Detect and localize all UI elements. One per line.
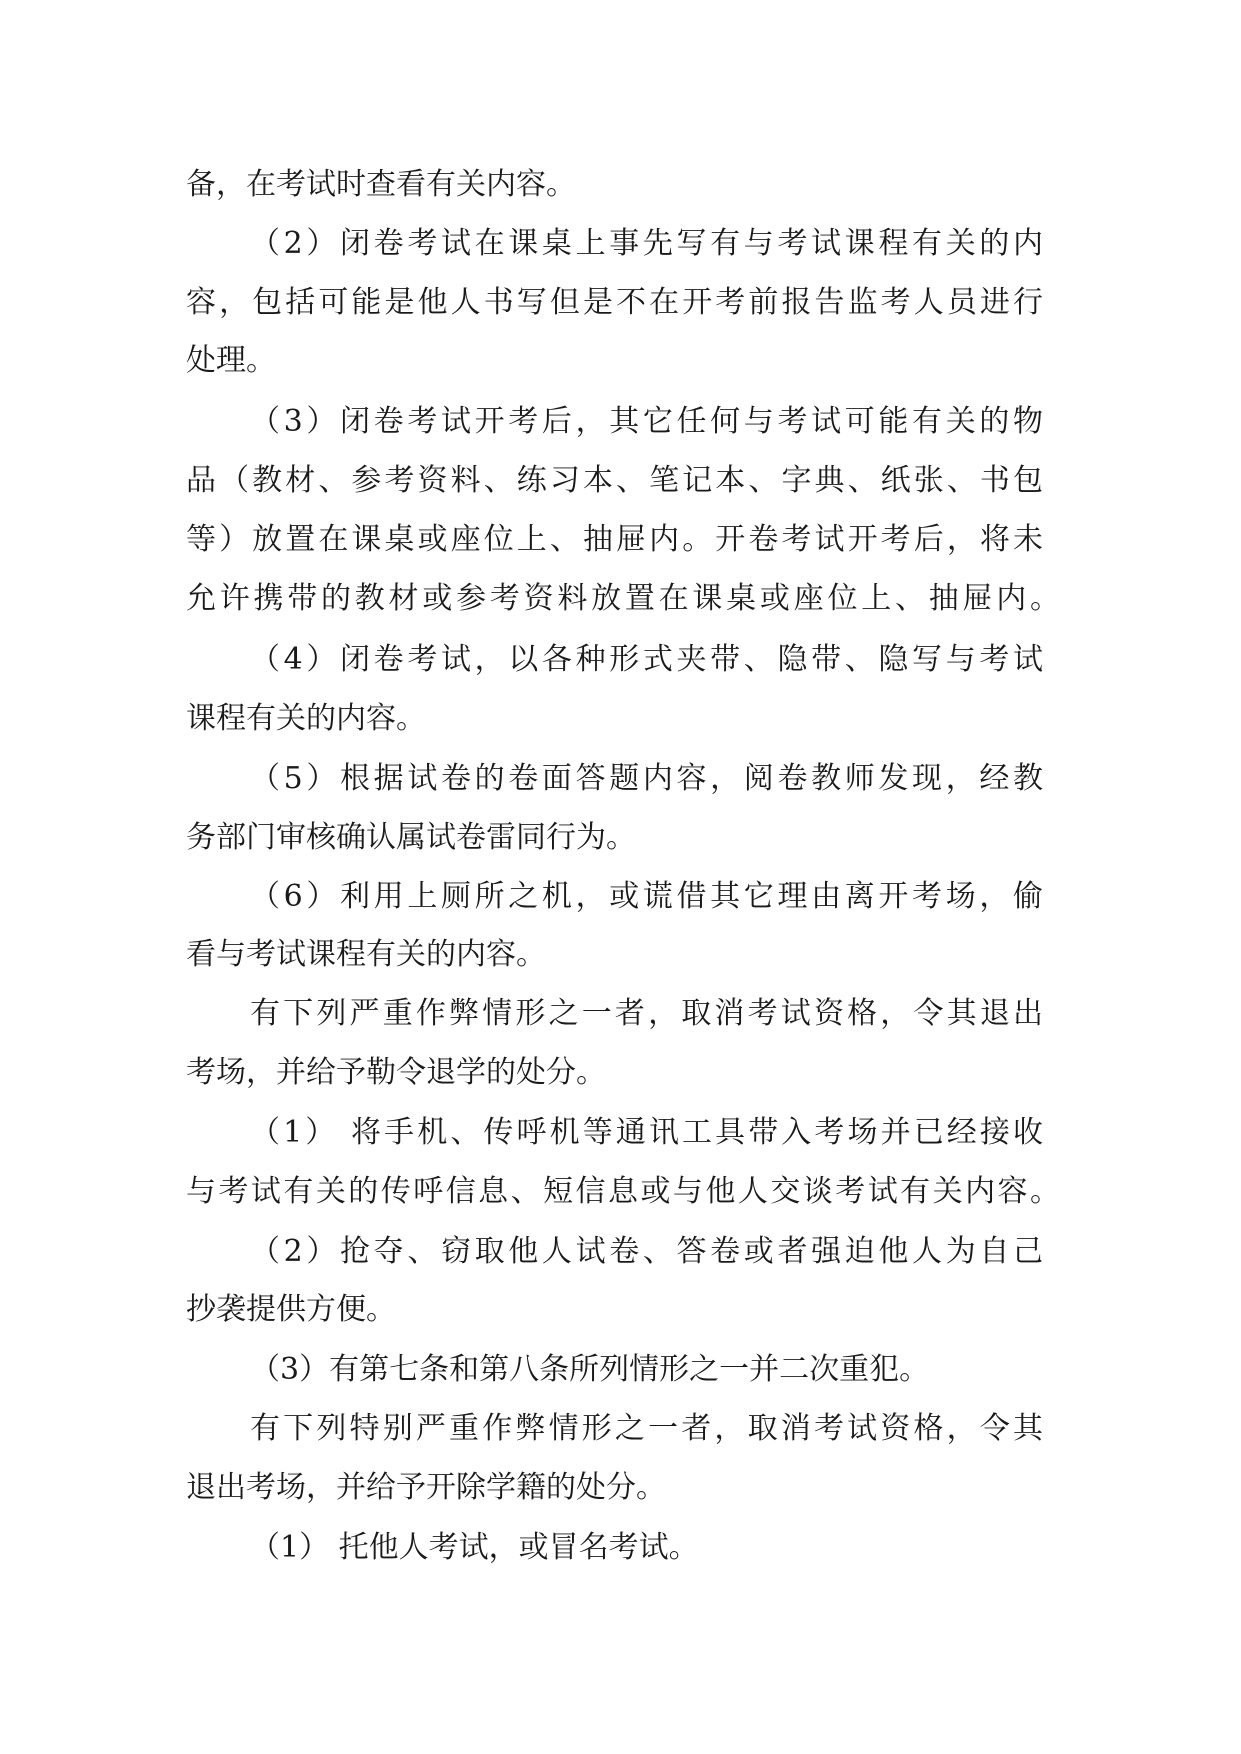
- text-line: 处理。: [186, 343, 276, 378]
- text-line: 课程有关的内容。: [186, 701, 426, 736]
- text-line: 看与考试课程有关的内容。: [186, 937, 546, 972]
- text-line: （6）利用上厕所之机，或谎借其它理由离开考场，偷: [250, 879, 1043, 914]
- text-line: 务部门审核确认属试卷雷同行为。: [186, 820, 636, 855]
- text-line: 允许携带的教材或参考资料放置在课桌或座位上、抽屉内。: [186, 581, 1060, 616]
- text-line: （4）闭卷考试，以各种形式夹带、隐带、隐写与考试: [250, 642, 1043, 677]
- text-line: （3）闭卷考试开考后，其它任何与考试可能有关的物: [250, 404, 1043, 439]
- text-line: （1） 托他人考试，或冒名考试。: [250, 1530, 699, 1565]
- text-line: 与考试有关的传呼信息、短信息或与他人交谈考试有关内容。: [186, 1174, 1060, 1209]
- text-line: 有下列特别严重作弊情形之一者，取消考试资格，令其: [250, 1411, 1043, 1446]
- text-line: （1） 将手机、传呼机等通讯工具带入考场并已经接收: [250, 1115, 1043, 1150]
- text-line: 考场，并给予勒令退学的处分。: [186, 1055, 606, 1090]
- text-line: （3）有第七条和第八条所列情形之一并二次重犯。: [250, 1352, 930, 1387]
- text-line: 有下列严重作弊情形之一者，取消考试资格，令其退出: [250, 996, 1043, 1031]
- text-line: 退出考场，并给予开除学籍的处分。: [186, 1470, 666, 1505]
- text-line: 等）放置在课桌或座位上、抽屉内。开卷考试开考后，将未: [186, 522, 1043, 557]
- text-line: 容，包括可能是他人书写但是不在开考前报告监考人员进行: [186, 285, 1043, 320]
- text-line: （2）闭卷考试在课桌上事先写有与考试课程有关的内: [250, 226, 1043, 261]
- text-line: （5）根据试卷的卷面答题内容，阅卷教师发现，经教: [250, 761, 1043, 796]
- text-line: 抄袭提供方便。: [186, 1292, 396, 1327]
- text-line: 品（教材、参考资料、练习本、笔记本、字典、纸张、书包: [186, 463, 1043, 498]
- text-line: 备，在考试时查看有关内容。: [186, 167, 576, 202]
- text-line: （2）抢夺、窃取他人试卷、答卷或者强迫他人为自己: [250, 1234, 1043, 1269]
